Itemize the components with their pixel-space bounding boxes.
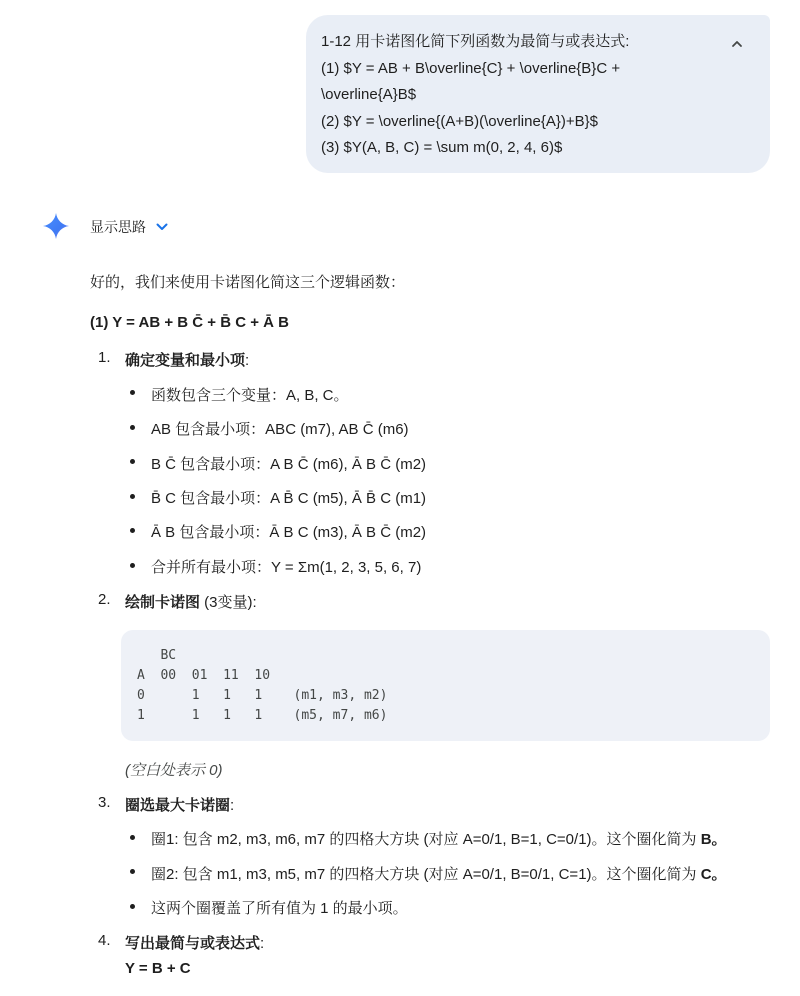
chevron-up-icon[interactable] — [730, 37, 744, 51]
user-message-line: (3) $Y(A, B, C) = \sum m(0, 2, 4, 6)$ — [321, 139, 563, 156]
user-message-bubble — [306, 15, 770, 173]
bullet-dot — [130, 459, 135, 464]
kmap-code-block — [121, 630, 770, 741]
bullet-dot — [130, 835, 135, 840]
list-item: AB 包含最小项：ABC (m7), AB C̄ (m6) — [151, 421, 409, 438]
list-item: Ā B 包含最小项：Ā B C (m3), Ā B C̄ (m2) — [151, 524, 427, 541]
step-title-bold: 绘制卡诺图 — [125, 594, 201, 611]
kmap-note: (空白处表示 0) — [125, 762, 223, 779]
list-item: 函数包含三个变量：A, B, C。 — [151, 387, 349, 404]
code-line: A 00 01 11 10 — [137, 668, 271, 683]
list-item-text: 圈1: 包含 m2, m3, m6, m7 的四格大方块 (对应 A=0/1, B=1, C=0/1)。这个圈化简为 — [151, 831, 701, 848]
list-item — [151, 863, 727, 884]
user-message-line: 1-12 用卡诺图化简下列函数为最简与或表达式: — [321, 33, 630, 50]
list-item: 合并所有最小项：Y = Σm(1, 2, 3, 5, 6, 7) — [151, 559, 422, 576]
user-message-line: (1) $Y = AB + B\overline{C} + \overline{B}C + — [321, 59, 621, 77]
step-title — [125, 932, 264, 953]
step-title — [125, 591, 257, 612]
code-line: 0 1 1 1 (m1, m3, m2) — [137, 688, 388, 703]
response-intro: 好的，我们来使用卡诺图化简这三个逻辑函数： — [90, 274, 406, 291]
section-title: (1) Y = AB + B C̄ + B̄ C + Ā B — [90, 314, 289, 331]
bullet-dot — [130, 494, 135, 499]
list-item-bold: C。 — [700, 866, 727, 883]
step-title-bold: 确定变量和最小项 — [125, 352, 246, 369]
final-answer: Y = B + C — [125, 960, 191, 977]
user-message-line: (2) $Y = \overline{(A+B)(\overline{A})+B}$ — [321, 112, 598, 130]
step-number: 2. — [98, 591, 111, 608]
code-line: 1 1 1 1 (m5, m7, m6) — [137, 708, 388, 723]
bullet-dot — [130, 390, 135, 395]
step-title — [125, 349, 249, 370]
show-thoughts-toggle[interactable] — [90, 216, 168, 238]
list-item: B C̄ 包含最小项：A B C̄ (m6), Ā B C̄ (m2) — [151, 456, 427, 473]
gemini-spark-icon — [42, 212, 70, 240]
list-item — [151, 897, 408, 918]
bullet-dot — [130, 904, 135, 909]
code-line: BC — [137, 648, 177, 663]
list-item — [151, 828, 727, 849]
bullet-dot — [130, 869, 135, 874]
step-number: 1. — [98, 349, 111, 366]
list-item: B̄ C 包含最小项：A B̄ C (m5), Ā B̄ C (m1) — [151, 490, 427, 507]
user-message-line: \overline{A}B$ — [321, 86, 417, 103]
step-title-suffix: (3变量): — [200, 594, 257, 611]
step-title-bold: 写出最简与或表达式 — [125, 935, 261, 952]
list-item-text: 这两个圈覆盖了所有值为 1 的最小项。 — [151, 900, 408, 917]
step-number: 4. — [98, 932, 111, 949]
list-item-text: 圈2: 包含 m1, m3, m5, m7 的四格大方块 (对应 A=0/1, B=0/1, C=1)。这个圈化简为 — [151, 866, 701, 883]
step-number: 3. — [98, 794, 111, 811]
step-title-suffix: : — [260, 935, 265, 952]
bullet-dot — [130, 528, 135, 533]
bullet-dot — [130, 563, 135, 568]
step-title — [125, 794, 234, 815]
bullet-dot — [130, 425, 135, 430]
step-title-bold: 圈选最大卡诺圈 — [125, 797, 231, 814]
step-title-suffix: : — [245, 352, 250, 369]
step-title-suffix: : — [230, 797, 235, 814]
chevron-down-icon — [156, 222, 168, 232]
show-thoughts-label: 显示思路 — [90, 219, 146, 235]
list-item-bold: B。 — [700, 831, 727, 848]
